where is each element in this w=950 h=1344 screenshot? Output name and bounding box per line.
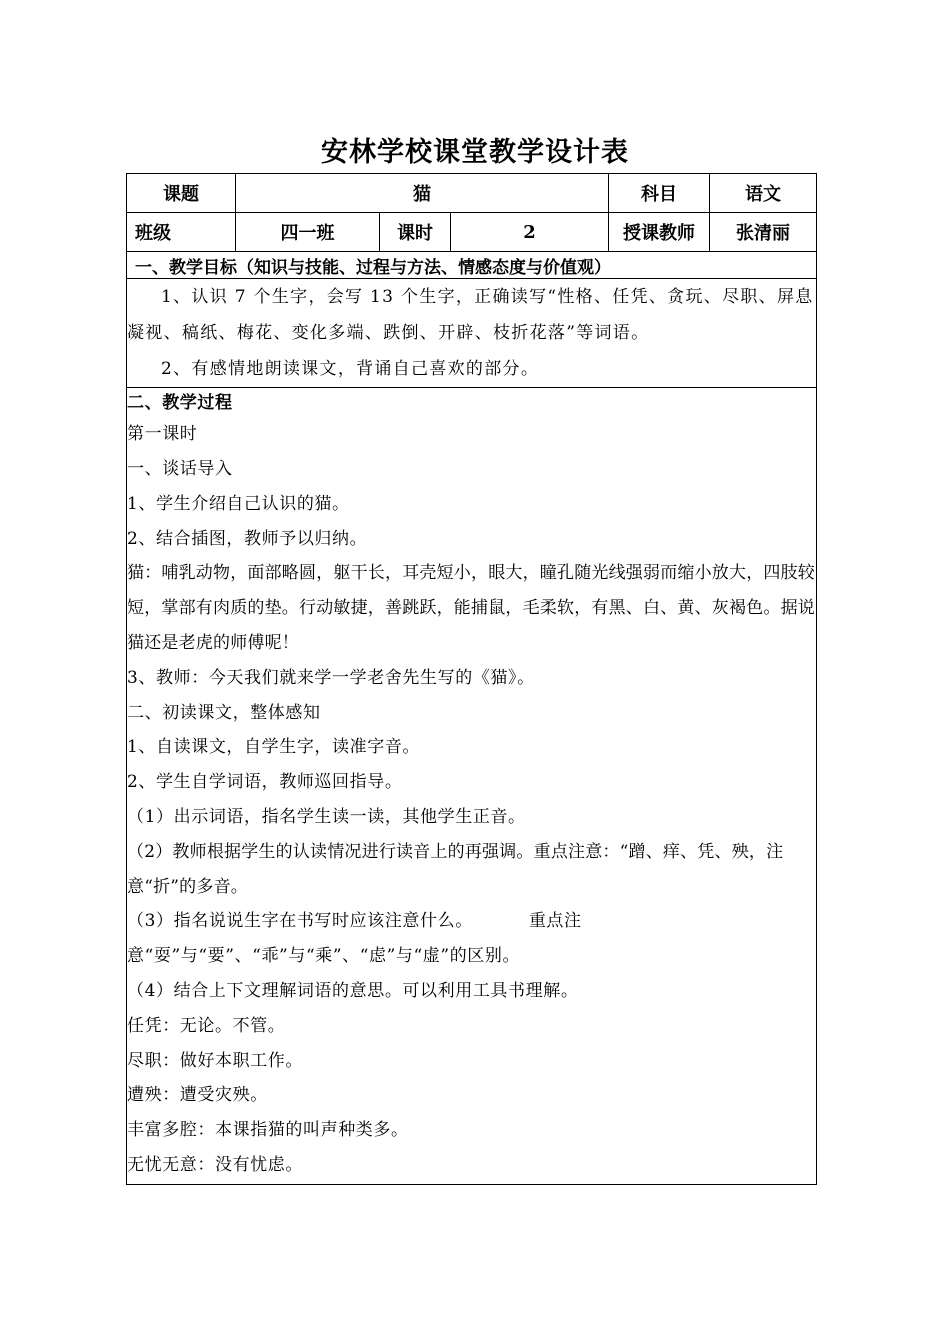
topic-label: 课题: [127, 174, 236, 213]
process-line: 2、结合插图，教师予以归纳。: [127, 528, 368, 549]
process-line: 1、自读课文，自学生字，读准字音。: [127, 737, 421, 758]
objectives-heading: 一、教学目标（知识与技能、过程与方法、情感态度与价值观）: [127, 252, 817, 279]
process-line-part: 重点注意“耍”与“要”、“乖”与“乘”、“虑”与“虚”的区别。: [127, 911, 582, 967]
process-cell: [127, 388, 817, 1185]
process-row: [127, 388, 817, 1185]
subject-value: 语文: [710, 174, 817, 213]
teacher-value: 张清丽: [710, 213, 817, 252]
process-line: 二、初读课文，整体感知: [127, 702, 321, 723]
process-heading: 二、教学过程: [127, 393, 233, 414]
class-label: 班级: [127, 213, 236, 252]
process-line: 遭殃：遭受灾殃。: [127, 1085, 268, 1106]
process-line: 2、学生自学词语，教师巡回指导。: [127, 772, 403, 793]
process-paragraph: 猫：哺乳动物，面部略圆，躯干长，耳壳短小，眼大，瞳孔随光线强弱而缩小放大，四肢较短，掌部有肉质的垫。行动敏捷，善跳跃，能捕鼠，毛柔软，有黑、白、黄、灰褐色。据说猫还是老虎的师傅呢！: [127, 563, 815, 654]
process-line: 任凭：无论。不管。: [127, 1015, 286, 1036]
period-label: 课时: [380, 213, 451, 252]
process-line: （4）结合上下文理解词语的意思。可以利用工具书理解。: [127, 980, 579, 1001]
process-line: （1）出示词语，指名学生读一读，其他学生正音。: [127, 807, 526, 827]
process-line-part: （3）指名说说生字在书写时应该注意什么。: [127, 911, 473, 932]
process-line: 第一课时: [127, 424, 198, 445]
process-line: 一、谈话导入: [127, 459, 233, 480]
process-line: 3、教师：今天我们就来学一学老舍先生写的《猫》。: [127, 667, 535, 688]
objectives-row: [127, 279, 817, 388]
info-row-topic: [127, 174, 817, 213]
document-title: 安林学校课堂教学设计表: [321, 137, 629, 168]
info-row-class: [127, 213, 817, 252]
objective-item: 2、有感情地朗读课文，背诵自己喜欢的部分。: [161, 359, 540, 379]
process-line: 无忧无意：没有忧虑。: [127, 1154, 303, 1175]
subject-label: 科目: [609, 174, 710, 213]
process-line: 1、学生介绍自己认识的猫。: [127, 493, 350, 514]
objectives-heading-row: [127, 252, 817, 279]
process-paragraph: （2）教师根据学生的认读情况进行读音上的再强调。重点注意：“蹭、痒、凭、殃，注意“折”的多音。: [127, 841, 784, 897]
topic-value: 猫: [236, 174, 609, 213]
class-value: 四一班: [236, 213, 380, 252]
objective-item: 1、认识 7 个生字，会写 13 个生字，正确读写“性格、任凭、贪玩、尽职、屏息凝视、稿纸、梅花、变化多端、跌倒、开辟、枝折花落”等词语。: [127, 287, 814, 343]
teacher-label: 授课教师: [609, 213, 710, 252]
objectives-cell: [127, 279, 817, 388]
process-line: 尽职：做好本职工作。: [127, 1050, 303, 1071]
period-value: 2: [451, 213, 609, 252]
process-line: 丰富多腔：本课指猫的叫声种类多。: [127, 1120, 409, 1141]
process-paragraph: [127, 904, 816, 974]
lesson-plan-table: [126, 173, 817, 1185]
